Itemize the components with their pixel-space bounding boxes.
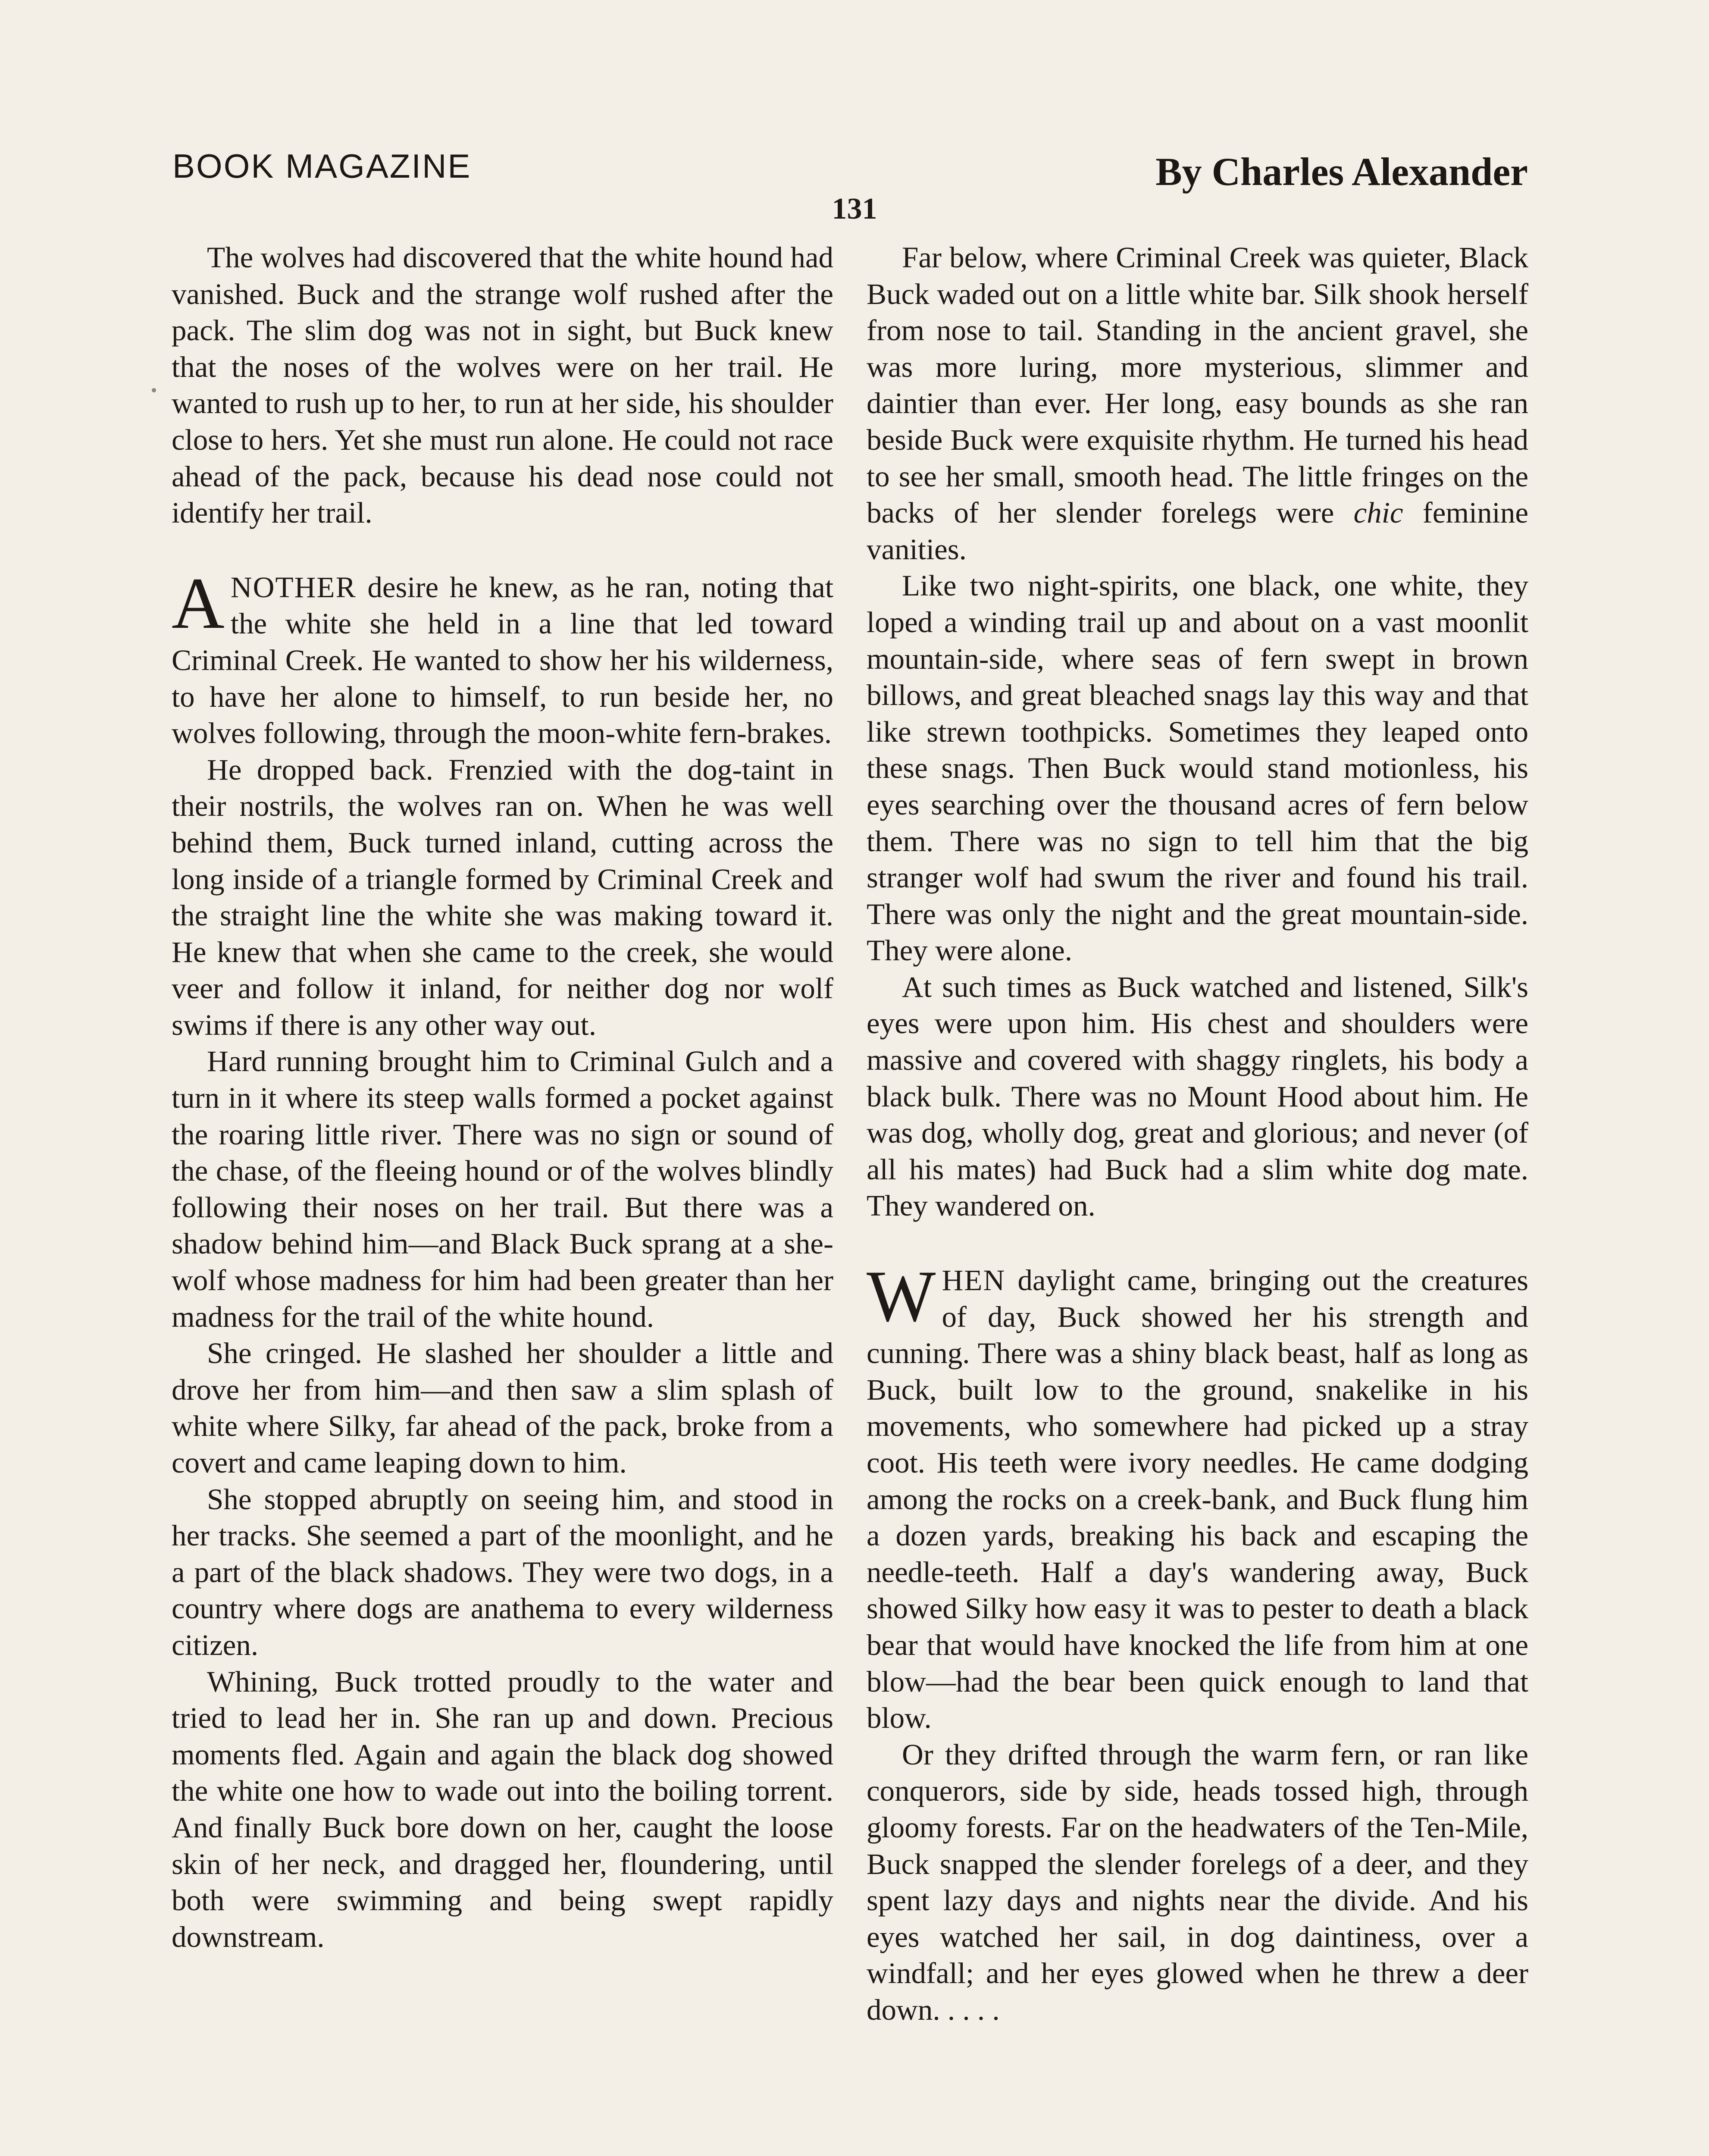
paragraph: The wolves had discovered that the white hound had vanished. Buck and the strange wolf rushed after the pack. The slim dog was not in sight, but Buck knew that the noses of the wolves were on her trail. He wanted to rush up to her, to run at her side, his shoulder close to hers. Yet she must run alone. He could not race ahead of the pack, because his dead nose could not identify her trail. [172,241,833,530]
paragraph: Like two night-spirits, one black, one white, they loped a winding trail up and about on a vast moonlit mountain-side, where seas of fern swept in brown billows, and great bleached snags lay this way and that like strewn toothpicks. Sometimes they leaped onto these snags. Then Buck would stand motionless, his eyes searching over the thousand acres of fern below them. There was no sign to tell him that the big stranger wolf had swum the river and found his trail. There was only the night and the great mountain-side. They were alone. [867,569,1528,967]
paragraph: At such times as Buck watched and listened, Silk's eyes were upon him. His chest and shoulders were massive and covered with shaggy ringlets, his body a black bulk. There was no Mount Hood about him. He was dog, wholly dog, great and glorious; and never (of all his mates) had Buck had a slim white dog mate. They wandered on. [867,970,1528,1222]
italic-word: chic [1353,496,1403,530]
small-caps-lead: HEN [942,1264,1006,1297]
margin-speck [152,388,156,392]
magazine-title: BOOK MAGAZINE [172,147,472,185]
paragraph-dropcap [172,562,833,752]
paragraph: Hard running brought him to Criminal Gulch and a turn in it where its steep walls formed a pocket against the roaring little river. There was no sign or sound of the chase, of the fleeing hound or of the wolves blindly following their noses on her trail. But there was a shadow behind him—and Black Buck sprang at a she-wolf whose madness for him had been greater than her madness for the trail of the white hound. [172,1045,833,1333]
paragraph: Or they drifted through the warm fern, or ran like conquerors, side by side, heads tossed high, through gloomy forests. Far on the headwaters of the Ten-Mile, Buck snapped the slender forelegs of a deer, and they spent lazy days and nights near the divide. And his eyes watched her sail, in dog daintiness, over a windfall; and her eyes glowed when he threw a deer down. . . . . [867,1738,1528,2026]
paragraph [867,239,1528,567]
paragraph: She cringed. He slashed her shoulder a little and drove her from him—and then saw a slim splash of white where Silky, far ahead of the pack, broke from a covert and came leaping down to him. [172,1337,833,1479]
drop-cap-letter: W [867,1256,936,1337]
paragraph-text: daylight came, bringing out the creatures of day, Buck showed her his strength and cunning. There was a shiny black beast, half as long as Buck, built low to the ground, snakelike in his movements, who somewhere had picked up a stray coot. His teeth were ivory needles. He came dodging among the rocks on a creek-bank, and Buck flung him a dozen yards, breaking his back and escaping the needle-teeth. Half a day's wandering away, Buck showed Silky how easy it was to pester to death a black bear that would have knocked the life from him at one blow—had the bear been quick enough to land that blow. [867,1264,1528,1735]
drop-cap-letter: A [172,562,225,644]
paragraph-text: Far below, where Criminal Creek was quieter, Black Buck waded out on a little white bar. Silk shook herself from nose to tail. Standing in the ancient gravel, she was more luring, more mysterious, slimmer and daintier than ever. Her long, easy bounds as she ran beside Buck were exquisite rhythm. He turned his head to see her small, smooth head. The little fringes on the backs of her slender forelegs were [867,241,1528,530]
page-number: 131 [832,192,877,226]
right-column [867,239,1528,2028]
paragraph: She stopped abruptly on seeing him, and stood in her tracks. She seemed a part of the moonlight, and he a part of the black shadows. They were two dogs, in a country where dogs are anathema to every wilderness citizen. [172,1482,833,1661]
paragraph-text-end: feminine vanities. [867,496,1528,566]
paragraph: Whining, Buck trotted proudly to the water and tried to lead her in. She ran up and down. Precious moments fled. Again and again the black dog showed the white one how to wade out into the boiling torrent. And finally Buck bore down on her, caught the loose skin of her neck, and dragged her, floundering, until both were swimming and being swept rapidly downstream. [172,1665,833,1953]
paragraph-text: desire he knew, as he ran, noting that the white she held in a line that led toward Criminal Creek. He wanted to show her his wilderness, to have her alone to himself, to run beside her, no wolves following, through the moon-white fern-brakes. [172,570,833,750]
small-caps-lead: NOTHER [230,570,357,604]
paragraph-dropcap [867,1256,1528,1736]
paragraph: He dropped back. Frenzied with the dog-taint in their nostrils, the wolves ran on. When he was well behind them, Buck turned inland, cutting across the long inside of a triangle formed by Criminal Creek and the straight line the white she was making toward it. He knew that when she came to the creek, she would veer and follow it inland, for neither dog nor wolf swims if there is any other way out. [172,753,833,1041]
author-byline: By Charles Alexander [1155,150,1528,194]
left-column [172,239,833,1955]
